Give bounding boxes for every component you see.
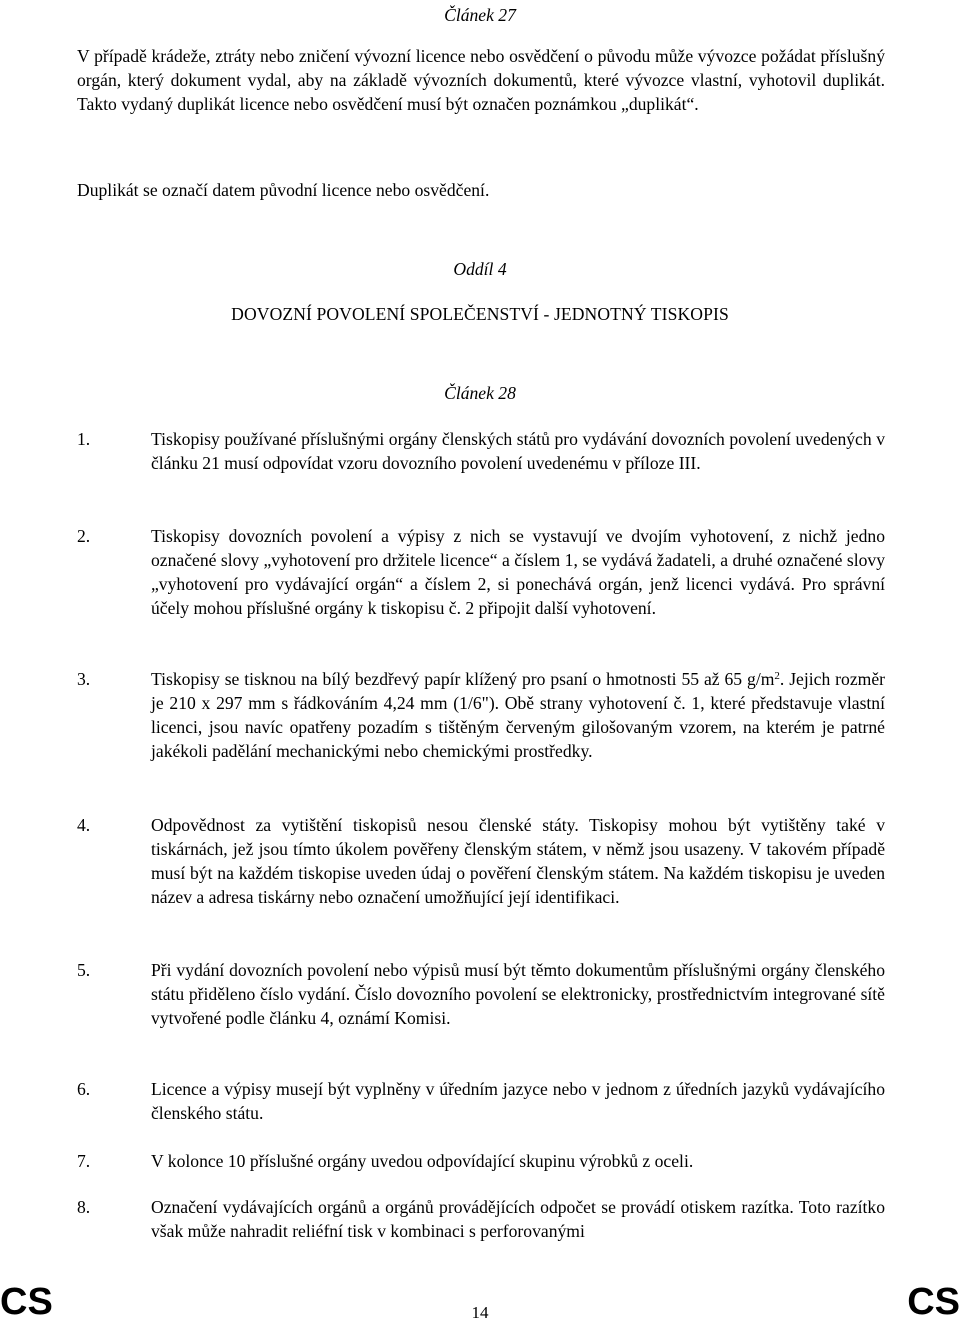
list-item <box>77 958 885 1030</box>
list-item-text-part: . Jejich rozměr je 210 x 297 mm s řádkováním 4,24 mm (1/6"). Obě strany vyhotovení č. 1, které představuje vlastní licenci, jsou navíc opatřeny pozadím s tištěným červeným gilošovaným vzorem, na kterém je patrné jakékoli padělání mechanickými nebo chemickými prostředky. <box>151 669 885 761</box>
list-item <box>77 1077 885 1125</box>
list-item-number: 4. <box>77 815 91 835</box>
superscript: 2 <box>774 670 780 682</box>
list-item-number: 8. <box>77 1197 91 1217</box>
page-number: 14 <box>471 1303 489 1322</box>
list-item-text: Odpovědnost za vytištění tiskopisů nesou členské státy. Tiskopisy mohou být vytištěny také v tiskárnách, jež jsou tímto úkolem pověřeny členským státem, v němž jsou usazeny. V takovém případě musí být na každém tiskopise uveden údaj o pověření členským státem. Na každém tiskopisu je uveden název a adresa tiskárny nebo označení umožňující její identifikaci. <box>151 815 885 907</box>
list-item-number: 2. <box>77 526 91 546</box>
article-27-title: Článek 27 <box>444 5 516 25</box>
footer-language-code-left: CS <box>0 1281 53 1323</box>
list-item-number: 3. <box>77 669 91 689</box>
list-item-text: Tiskopisy dovozních povolení a výpisy z nich se vystavují ve dvojím vyhotovení, z nichž jedno označené slovy „vyhotovení pro držitele licence“ a číslem 1, se vydává žadateli, a druhé označené slovy „vyhotovení pro vydávající orgán“ a číslem 2, si ponechává orgán, jenž licenci vydává. Pro správní účely mohou příslušné orgány k tiskopisu č. 2 připojit další vyhotovení. <box>151 526 885 618</box>
list-item-number: 7. <box>77 1151 91 1171</box>
list-item <box>77 813 885 909</box>
article-27-paragraph-1: V případě krádeže, ztráty nebo zničení vývozní licence nebo osvědčení o původu může vývozce požádat příslušný orgán, který dokument vydal, aby na základě vývozních dokumentů, které vývozce vlastní, vyhotovil duplikát. Takto vydaný duplikát licence nebo osvědčení musí být označen poznámkou „duplikát“. <box>77 46 885 114</box>
list-item <box>77 1149 885 1173</box>
list-item-text: Při vydání dovozních povolení nebo výpisů musí být těmto dokumentům příslušnými orgány členského státu přiděleno číslo vydání. Číslo dovozního povolení se elektronicky, prostřednictvím integrované sítě vytvořené podle článku 4, oznámí Komisi. <box>151 960 885 1028</box>
list-item-number: 5. <box>77 960 91 980</box>
list-item-text: Označení vydávajících orgánů a orgánů provádějících odpočet se provádí otiskem razítka. Toto razítko však může nahradit reliéfní tisk v kombinaci s perforovanými <box>151 1197 885 1241</box>
list-item-text: V kolonce 10 příslušné orgány uvedou odpovídající skupinu výrobků z oceli. <box>151 1151 694 1171</box>
section-4-title: Oddíl 4 <box>453 259 507 279</box>
list-item-text <box>151 667 885 763</box>
list-item <box>77 1195 885 1243</box>
list-item <box>77 524 885 620</box>
list-item-number: 1. <box>77 429 91 449</box>
list-item-number: 6. <box>77 1079 91 1099</box>
footer-language-code-right: CS <box>907 1281 960 1323</box>
article-27-paragraph-2: Duplikát se označí datem původní licence nebo osvědčení. <box>77 180 490 200</box>
section-4-heading: DOVOZNÍ POVOLENÍ SPOLEČENSTVÍ - JEDNOTNÝ TISKOPIS <box>231 304 729 324</box>
list-item <box>77 427 885 475</box>
list-item-text: Licence a výpisy musejí být vyplněny v úředním jazyce nebo v jednom z úředních jazyků vydávajícího členského státu. <box>151 1079 885 1123</box>
article-28-title: Článek 28 <box>444 383 516 403</box>
list-item <box>77 667 885 763</box>
list-item-text-part: Tiskopisy se tisknou na bílý bezdřevý papír klížený pro psaní o hmotnosti 55 až 65 g/m <box>151 669 775 689</box>
list-item-text: Tiskopisy používané příslušnými orgány členských států pro vydávání dovozních povolení uvedených v článku 21 musí odpovídat vzoru dovozního povolení uvedenému v příloze III. <box>151 429 885 473</box>
